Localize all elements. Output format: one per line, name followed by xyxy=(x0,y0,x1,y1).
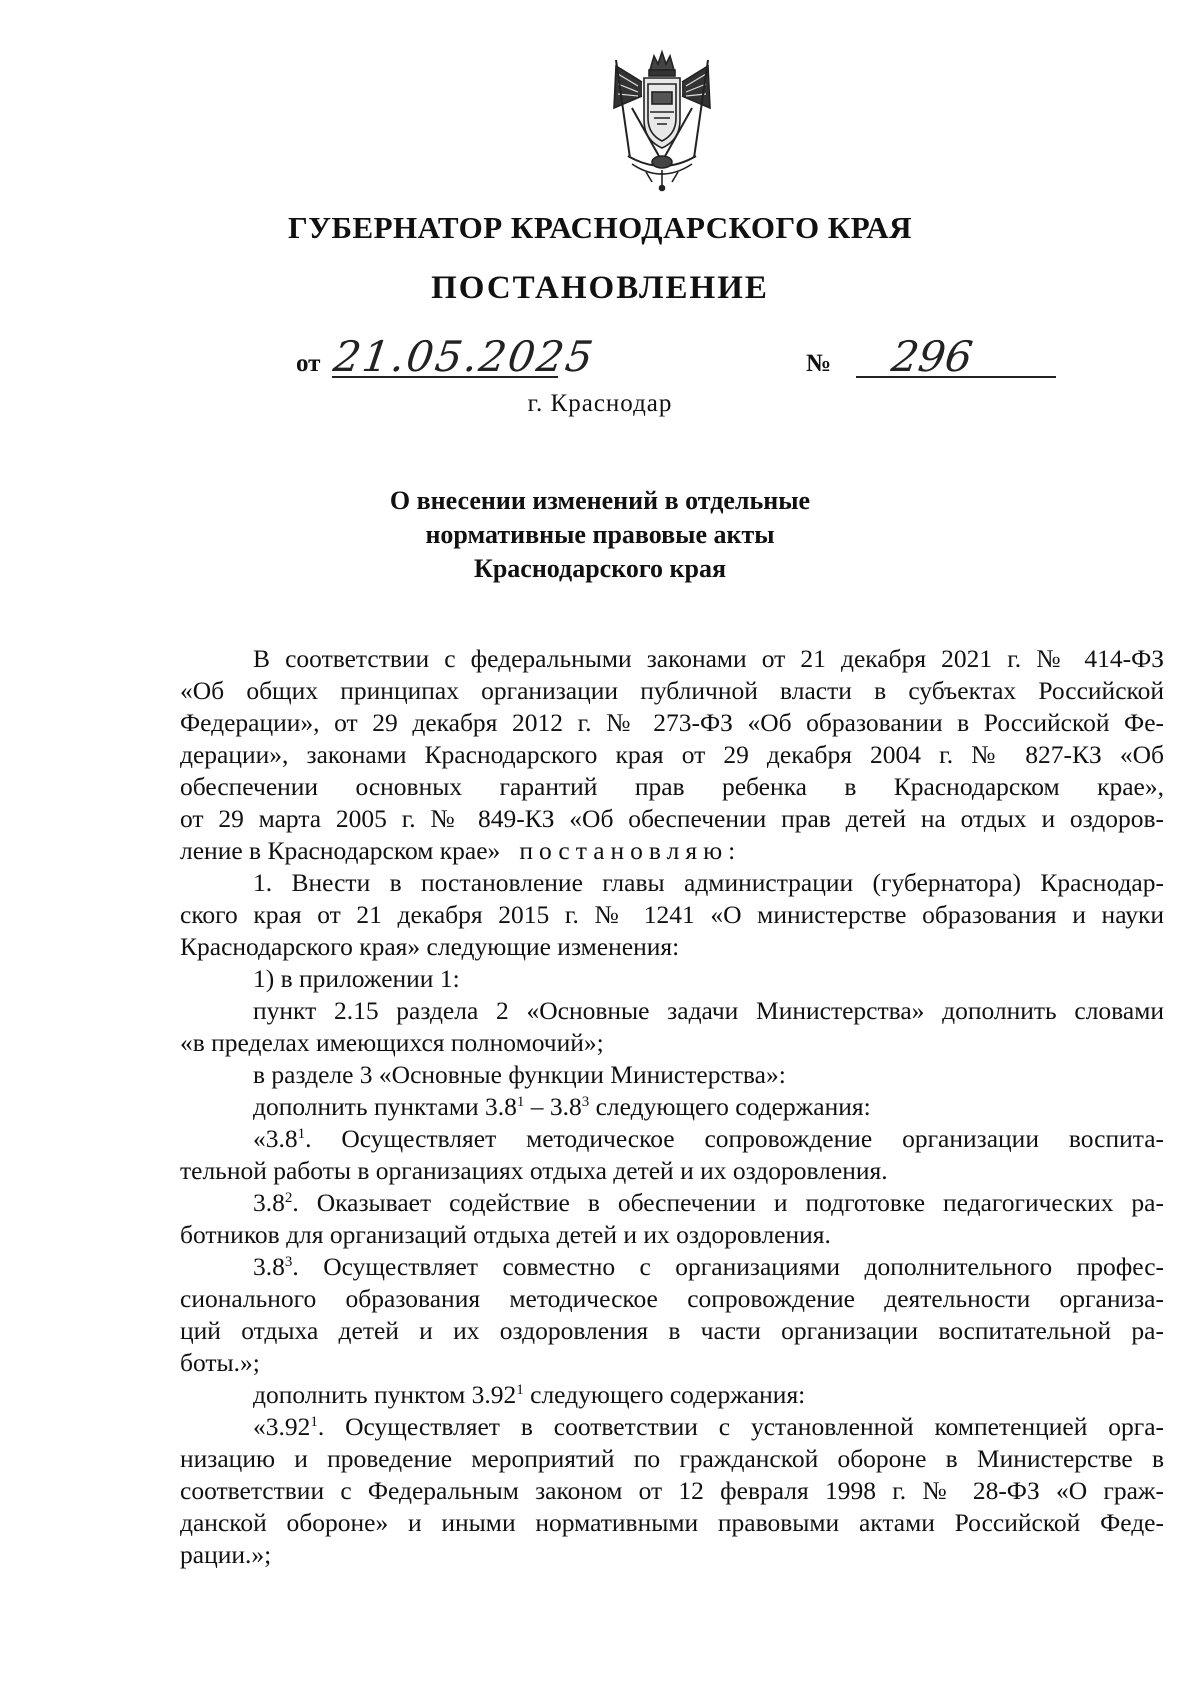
body-line: пункт 2.15 раздела 2 «Основные задачи Министерства» дополнить словами xyxy=(253,996,1164,1025)
number-underline xyxy=(856,376,1056,378)
body-text: . Оказывает содействие в обеспечении и подготовке педагогических ра- xyxy=(292,1188,1164,1217)
document-body xyxy=(180,643,1164,1571)
body-line: тельной работы в организациях отдыха детей и их оздоровления. xyxy=(180,1156,888,1185)
body-text: 3.8 xyxy=(253,1188,285,1217)
superscript: 1 xyxy=(297,1126,306,1142)
body-line: боты.»; xyxy=(180,1348,260,1377)
body-text: ление в Краснодарском крае» xyxy=(180,836,501,865)
resolve-word: постановляю: xyxy=(519,836,742,865)
superscript: 1 xyxy=(310,1414,318,1430)
body-text: . Осуществляет совместно с организациями дополнительного профес- xyxy=(292,1252,1164,1281)
body-line: ций отдыха детей и их оздоровления в части организации воспитательной ра- xyxy=(180,1316,1164,1345)
body-line xyxy=(180,1187,1164,1219)
document-type: ПОСТАНОВЛЕНИЕ xyxy=(431,270,769,306)
body-line: в разделе 3 «Основные функции Министерства»: xyxy=(253,1060,786,1089)
organization-title: ГУБЕРНАТОР КРАСНОДАРСКОГО КРАЯ xyxy=(287,210,913,245)
number-field xyxy=(806,332,1056,382)
body-text: следующего содержания: xyxy=(589,1092,871,1121)
heading-line: О внесении изменений в отдельные xyxy=(389,486,811,515)
superscript: 1 xyxy=(516,1382,524,1398)
body-text: 3.8 xyxy=(253,1252,285,1281)
body-line xyxy=(180,835,1164,867)
body-line: сионального образования методическое сопровождение деятельности организа- xyxy=(180,1284,1164,1313)
body-text: – 3.8 xyxy=(524,1092,582,1121)
date-prefix: от xyxy=(296,350,321,377)
body-line xyxy=(180,1411,1164,1443)
city: г. Краснодар xyxy=(527,390,673,417)
superscript: 3 xyxy=(284,1254,293,1270)
superscript: 1 xyxy=(516,1094,525,1110)
date-field xyxy=(296,332,606,382)
body-line: низацию и проведение мероприятий по гражданской обороне в Министерстве в xyxy=(180,1444,1164,1473)
date-value: 21.05.2025 xyxy=(330,332,598,381)
body-line: ботников для организаций отдыха детей и их оздоровления. xyxy=(180,1220,831,1249)
body-line: В соответствии с федеральными законами от 21 декабря 2021 г. № 414-ФЗ xyxy=(253,644,1164,673)
coat-of-arms-icon xyxy=(602,48,722,192)
body-text: дополнить пунктом 3.92 xyxy=(253,1380,517,1409)
date-underline xyxy=(332,376,558,378)
document-heading xyxy=(0,484,1200,586)
body-line: 1) в приложении 1: xyxy=(253,964,460,993)
body-line: данской обороне» и иными нормативными правовыми актами Российской Феде- xyxy=(180,1508,1164,1537)
body-line xyxy=(180,1091,1164,1123)
body-line: «в пределах имеющихся полномочий»; xyxy=(180,1028,604,1057)
superscript: 3 xyxy=(581,1094,590,1110)
body-text: следующего содержания: xyxy=(523,1380,806,1409)
body-line: 1. Внести в постановление главы администрации (губернатора) Краснодар- xyxy=(253,868,1164,897)
body-line: Федерации», от 29 декабря 2012 г. № 273-ФЗ «Об образовании в Российской Фе- xyxy=(180,708,1164,737)
superscript: 2 xyxy=(284,1190,293,1206)
heading-line: Краснодарского края xyxy=(473,554,727,583)
body-line: обеспечении основных гарантий прав ребенка в Краснодарском крае», xyxy=(180,772,1164,801)
body-line: от 29 марта 2005 г. № 849-КЗ «Об обеспечении прав детей на отдых и оздоров- xyxy=(180,804,1164,833)
body-line xyxy=(180,1251,1164,1283)
body-text: . Осуществляет в соответствии с установленной компетенцией орга- xyxy=(317,1412,1164,1441)
body-line: ского края от 21 декабря 2015 г. № 1241 «О министерстве образования и науки xyxy=(180,900,1164,929)
body-line xyxy=(180,1379,1164,1411)
body-line: «Об общих принципах организации публичной власти в субъектах Российской xyxy=(180,676,1164,705)
body-text: «3.8 xyxy=(253,1124,298,1153)
body-line xyxy=(180,1123,1164,1155)
body-line: Краснодарского края» следующие изменения: xyxy=(180,932,680,961)
heading-line: нормативные правовые акты xyxy=(425,520,775,549)
body-line: рации.»; xyxy=(180,1540,272,1569)
body-line: дерации», законами Краснодарского края от 29 декабря 2004 г. № 827-КЗ «Об xyxy=(180,740,1164,769)
number-prefix: № xyxy=(806,350,832,377)
body-text: дополнить пунктами 3.8 xyxy=(253,1092,517,1121)
body-line: соответствии с Федеральным законом от 12 февраля 1998 г. № 28-ФЗ «О граж- xyxy=(180,1476,1164,1505)
number-value: 296 xyxy=(888,332,976,381)
body-text: «3.92 xyxy=(253,1412,311,1441)
body-text: . Осуществляет методическое сопровождение организации воспита- xyxy=(305,1124,1164,1153)
